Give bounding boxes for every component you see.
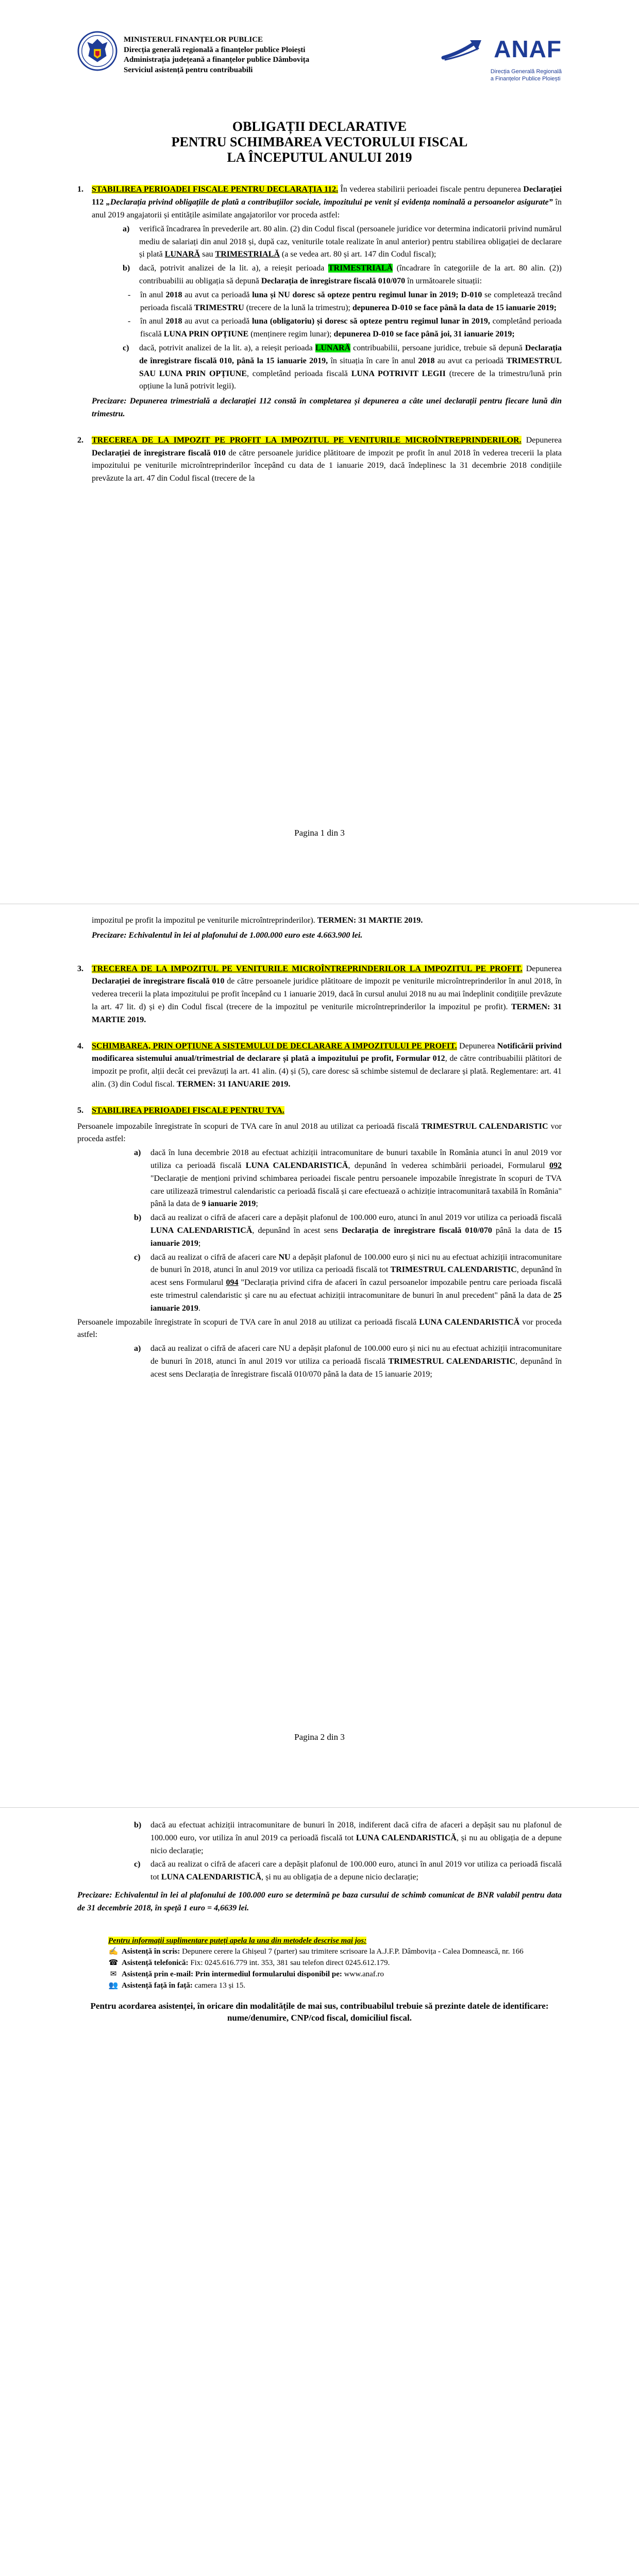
- text: ;: [198, 1239, 201, 1248]
- text: 15 ianuarie 2019: [150, 1226, 562, 1248]
- text: 25 ianuarie 2019: [150, 1291, 562, 1313]
- text: dacă, potrivit analizei de la lit. a), a reieșit perioada: [139, 344, 315, 353]
- text: camera 13 și 15.: [192, 1981, 245, 1990]
- sub-text: [150, 1212, 562, 1250]
- text: TERMEN: 31 IANUARIE 2019.: [176, 1079, 291, 1089]
- text: TRIMESTRIALĂ: [215, 250, 280, 259]
- page-1-content: [77, 31, 562, 499]
- text: dacă au realizat o cifră de afaceri care: [150, 1252, 279, 1262]
- text: au avut ca perioadă: [182, 290, 253, 299]
- contact-row-telefon: [108, 1958, 562, 1969]
- contact-text: [122, 1969, 384, 1980]
- contact-title-wrap: [108, 1936, 562, 1947]
- text: Asistență prin e-mail: Prin intermediul formularului disponibil pe:: [122, 1970, 344, 1978]
- text: Persoanele impozabile înregistrate în scopuri de TVA care în anul 2018 au utilizat ca perioadă fiscală: [77, 1122, 422, 1131]
- section-2: [77, 434, 562, 485]
- page-3-content: [77, 1818, 562, 2024]
- contact-text: [122, 1958, 390, 1969]
- anaf-block: [434, 31, 562, 83]
- section-5: [77, 1105, 562, 1117]
- text: completând perioada fiscală: [140, 317, 562, 339]
- text: dacă în luna decembrie 2018 au efectuat achiziții intracomunitare de bunuri taxabile în România atunci în anul 2019 vor utiliza ca perioadă fiscală: [150, 1148, 562, 1170]
- sub-letter: c): [123, 344, 129, 353]
- sub-item-b: [123, 262, 562, 288]
- text: depunerea D-010 se face până la data de 15 ianuarie 2019;: [352, 303, 557, 312]
- section-heading: STABILIREA PERIOADEI FISCALE PENTRU DECLARAȚIA 112.: [92, 185, 339, 194]
- text: dacă, potrivit analizei de la lit. a), a reieșit perioada: [139, 264, 328, 273]
- section-body: [92, 183, 562, 420]
- text: 9 ianuarie 2019: [201, 1199, 256, 1209]
- text: Declarației 112: [92, 185, 562, 207]
- section-number: 1.: [77, 185, 83, 194]
- text: ;: [256, 1199, 258, 1209]
- phone-icon: ☎: [108, 1959, 119, 1968]
- section-heading: SCHIMBAREA, PRIN OPȚIUNE A SISTEMULUI DE DECLARARE A IMPOZITULUI PE PROFIT.: [92, 1041, 457, 1050]
- email-icon: ✉: [110, 1970, 117, 1978]
- section-1: [77, 183, 562, 420]
- tva-intro-trimestru: [77, 1121, 562, 1146]
- text: Persoanele impozabile înregistrate în scopuri de TVA care în anul 2018 au utilizat ca perioadă fiscală: [77, 1317, 419, 1327]
- title-line: LA ÎNCEPUTUL ANULUI 2019: [227, 149, 412, 165]
- text: 094: [226, 1278, 239, 1287]
- dash-item: [128, 315, 562, 341]
- text: Asistență în scris:: [122, 1947, 180, 1956]
- text: depunerea D-010 se face până joi, 31 ianuarie 2019;: [333, 330, 515, 339]
- text: TERMEN: 31 MARTIE 2019.: [317, 916, 423, 925]
- text: dacă au efectuat achiziții intracomunitare de bunuri în 2018, indiferent dacă cifra de afaceri a depășit sau nu plafonul de 100.000 euro, vor utiliza în anul 2019 ca perioadă fiscală tot: [150, 1821, 562, 1842]
- text: (încadrare în categoriile de la art. 80 alin. (2)) contribuabilii au obligația să depună: [139, 264, 562, 286]
- text: (trecere de la lună la trimestru);: [244, 303, 352, 312]
- sub-text: [139, 342, 562, 393]
- text: , depunând în acest sens: [252, 1226, 342, 1235]
- text: Fix: 0245.616.779 int. 353, 381 sau telefon direct 0245.612.179.: [188, 1959, 390, 1968]
- anaf-arrow-logo-icon: [440, 37, 490, 62]
- text: în anul: [140, 290, 166, 299]
- text: vor proceda astfel:: [77, 1317, 562, 1340]
- section-3: [77, 963, 562, 1027]
- text: , depunând în vederea schimbării perioadei, Formularul: [348, 1161, 550, 1170]
- sub-text: [139, 262, 562, 288]
- tva-item-a2: [134, 1343, 562, 1381]
- document-title: [77, 119, 562, 165]
- section-body: [92, 434, 562, 485]
- text: 2018: [165, 317, 182, 326]
- section-4: [77, 1040, 562, 1091]
- text: 092: [549, 1161, 562, 1170]
- sub-text: [139, 223, 562, 261]
- text: TRIMESTRUL SAU LUNA PRIN OPȚIUNE: [139, 356, 562, 378]
- text: Declarația de înregistrare fiscală 010/070: [342, 1226, 492, 1235]
- tva-item-b2: [134, 1819, 562, 1857]
- dash-mark: -: [128, 317, 131, 326]
- text: Declarației de înregistrare fiscală 010: [92, 448, 226, 457]
- anaf-subtitle-line: Direcția Generală Regională: [490, 69, 562, 75]
- institution-lines: [124, 31, 309, 75]
- sub-letter: c): [134, 1860, 141, 1869]
- sub-text: [150, 1343, 562, 1381]
- text: .: [198, 1303, 200, 1313]
- text: „Declarația privind obligațiile de plată a contribuțiilor sociale, impozitului pe venit și evidența nominală a persoanelor asigurate”: [104, 198, 553, 207]
- text: , și nu au obligația de a depune nicio declarație;: [150, 1833, 562, 1855]
- institution-line: MINISTERUL FINANȚELOR PUBLICE: [124, 36, 263, 44]
- text: TERMEN: 31 MARTIE 2019.: [92, 1002, 562, 1024]
- text: TRIMESTRUL CALENDARISTIC: [421, 1122, 548, 1131]
- text: (trecere de la trimestru/lună prin opțiune la lună potrivit legii).: [139, 369, 562, 391]
- page-footer: Pagina 1 din 3: [294, 828, 345, 838]
- text: , de către contribuabilii plătitori de impozit pe profit, alții decât cei prevăzuți la art. 41 alin. (4) și (5), care doresc să schimbe sistemul de declarare și plată. Reglementare: art. 41 alin. (3) din Codul fiscal.: [92, 1054, 562, 1089]
- contact-text: [122, 1980, 245, 1992]
- text: în situația în care în anul: [328, 356, 418, 365]
- text: , completând perioada fiscală: [246, 369, 351, 378]
- ministry-block: [77, 31, 309, 75]
- title-line: PENTRU SCHIMBAREA VECTORULUI FISCAL: [171, 134, 468, 149]
- tva-item-b: [134, 1212, 562, 1250]
- text: "Declarația privind cifra de afaceri în cazul persoanelor impozabile pentru care perioada fiscală este trimestrul calendaristic și care nu au efectuat achiziții intracomunitare de bunuri în anul precedent" până la data de: [150, 1278, 562, 1300]
- institution-line: Administrația județeană a finanțelor publice Dâmbovița: [124, 56, 310, 64]
- text: Asistență telefonică:: [122, 1959, 189, 1968]
- tva-item-a: [134, 1147, 562, 1211]
- sub-text: [150, 1819, 562, 1857]
- contact-text: [122, 1946, 524, 1958]
- sub-text: [150, 1147, 562, 1211]
- title-line: OBLIGAȚII DECLARATIVE: [232, 118, 407, 134]
- text: LUNA CALENDARISTICĂ: [245, 1161, 348, 1170]
- dash-mark: -: [128, 290, 131, 299]
- page-2-content: [77, 914, 562, 1382]
- section-1-intro: [92, 183, 562, 222]
- anaf-subtitle-line: a Finanțelor Publice Ploiești: [490, 76, 561, 82]
- text: LUNARĂ: [164, 250, 200, 259]
- sub-text: [150, 1251, 562, 1315]
- identification-note: Pentru acordarea asistenței, în oricare din modalitățile de mai sus, contribuabilul trebuie să prezinte datele de identificare: nume/denumire, CNP/cod fiscal, domiciliul fiscal.: [90, 2001, 549, 2023]
- precizare-note: Precizare: Depunerea trimestrială a declarației 112 constă în completarea și depunerea a câte unei declarații pentru fiecare lună din trimestru.: [92, 397, 562, 419]
- text: se completează trecând perioada fiscală: [140, 290, 562, 312]
- contact-title: Pentru informații suplimentare puteți apela la una din metodele descrise mai jos:: [108, 1936, 367, 1945]
- section-number: 5.: [77, 1106, 83, 1115]
- text: luna și NU doresc să opteze pentru regimul lunar în 2019; D-010: [252, 290, 482, 299]
- text: Declarația de înregistrare fiscală 010, până la 15 ianuarie 2019,: [139, 344, 562, 365]
- text: dacă au realizat o cifră de afaceri care a depășit plafonul de 100.000 euro, atunci în anul 2019 vor utiliza ca perioadă fiscală: [150, 1213, 562, 1223]
- text: de către persoanele juridice plătitoare de impozit pe veniturile microîntreprinderilor în anul 2018, în vederea trecerii la plata impozitului pe profit începând cu 1 ianuarie 2019, dacă în cursul anului 2018 nu au mai îndeplinit condițiile prevăzute la art. 47 lit. d) și e) din Codul fiscal (trecere de la impozitul pe veniturile microîntreprinderilor la impozitul pe profit).: [92, 977, 562, 1011]
- text: LUNA CALENDARISTICĂ: [161, 1873, 262, 1882]
- text: , depunând în acest sens Formularul: [150, 1265, 562, 1287]
- text: [92, 914, 562, 927]
- text: LUNA CALENDARISTICĂ: [150, 1226, 253, 1235]
- text: Asistență față în față:: [122, 1981, 193, 1990]
- text: Declarației de înregistrare fiscală 010: [92, 977, 225, 986]
- section-heading: STABILIREA PERIOADEI FISCALE PENTRU TVA.: [92, 1106, 284, 1115]
- text: în anul: [140, 317, 166, 326]
- section-number: 2.: [77, 435, 83, 445]
- tva-intro-luna: [77, 1316, 562, 1342]
- text: LUNARĂ: [315, 344, 351, 353]
- text: impozitul pe profit la impozitul pe veniturile microîntreprinderilor).: [92, 916, 317, 925]
- sub-letter: a): [123, 224, 130, 233]
- text: a depășit plafonul de 100.000 euro și nici nu au efectuat achiziții intracomunitare de bunuri în 2018, atunci în anul 2019 vor utiliza ca perioadă fiscală tot: [150, 1252, 562, 1275]
- section-2-continued: [92, 914, 562, 942]
- text: TRIMESTRU: [194, 303, 244, 312]
- text: contribuabilii, persoane juridice, trebuie să depună: [350, 344, 525, 353]
- page-1: [0, 0, 639, 904]
- sub-text: [150, 1858, 562, 1884]
- anaf-logo: [434, 31, 562, 67]
- text: , și nu au obligația de a depune nicio declarație;: [261, 1873, 418, 1882]
- text: până la data de: [492, 1226, 554, 1235]
- text: 2018: [165, 290, 182, 299]
- text: "Declarație de menționi privind schimbarea perioadei fiscale pentru persoanele impozabile înregistrate în scopuri de TVA care utilizează trimestrul calendaristic ca perioadă fiscală și care efectuează o achiziție intracomunitară taxabilă în România" până la data de: [150, 1174, 562, 1209]
- text: Depunerea: [522, 964, 562, 973]
- text: (a se vedea art. 80 și art. 147 din Codul fiscal);: [279, 250, 436, 259]
- section-number: 4.: [77, 1041, 83, 1050]
- text: 2018: [418, 356, 435, 365]
- section-body: [92, 963, 562, 1027]
- text: LUNA CALENDARISTICĂ: [356, 1833, 457, 1842]
- text: de către persoanele juridice plătitoare de impozit pe profit în anul 2018 în vederea trecerii la plata impozitului pe veniturile microîntreprinderilor începând cu data de 1 ianuarie 2019, dacă îndeplinesc la 31 decembrie 2018 condițiile prevăzute la art. 47 din Codul fiscal (trecere de la: [92, 448, 562, 483]
- text: NU: [278, 1252, 291, 1262]
- contact-box: [108, 1936, 562, 1992]
- text: LUNA POTRIVIT LEGII: [351, 369, 446, 378]
- text: verifică încadrarea în prevederile art. 80 alin. (2) din Codul fiscal (persoanele juridice vor determina indicatorii privind numărul mediu de salariați din anul 2018 și, după caz, veniturile totale realizate în anul anterior) pentru stabilirea obligației de declarare și plată: [139, 224, 562, 259]
- sub-letter: a): [134, 1344, 141, 1353]
- institution-line: Serviciul asistență pentru contribuabili: [124, 65, 253, 74]
- text: (menținere regim lunar);: [248, 330, 334, 339]
- contact-row-scris: [108, 1946, 562, 1958]
- sub-letter: b): [123, 264, 130, 273]
- pen-icon: ✍: [108, 1947, 119, 1956]
- text: TRIMESTRUL CALENDARISTIC: [388, 1357, 516, 1366]
- tva-item-c2: [134, 1858, 562, 1884]
- page-2: [0, 904, 639, 1807]
- section-body: [92, 1105, 562, 1117]
- text: luna (obligatoriu) și doresc să opteze pentru regimul lunar în 2019,: [251, 317, 490, 326]
- anaf-subtitle: [491, 69, 562, 83]
- sub-letter: a): [134, 1148, 141, 1158]
- page-footer: Pagina 2 din 3: [294, 1732, 345, 1742]
- romanian-coat-of-arms-icon: [77, 31, 117, 71]
- text: Depunere cerere la Ghișeul 7 (parter) sau trimitere scrisoare la A.J.F.P. Dâmbovița - Calea Domnească, nr. 166: [180, 1947, 524, 1956]
- precizare-note: Precizare: Echivalentul în lei al plafonului de 100.000 euro se determină pe baza cursului de schimb comunicat de BNR valabil pentru data de 31 decembrie 2018, în speță 1 euro = 4,6639 lei.: [77, 1890, 562, 1912]
- tva-item-c: [134, 1251, 562, 1315]
- anaf-website-link[interactable]: www.anaf.ro: [344, 1970, 384, 1978]
- text: Depunerea: [457, 1041, 497, 1050]
- sub-item-c: [123, 342, 562, 393]
- text: vor proceda astfel:: [77, 1122, 562, 1144]
- text: LUNA PRIN OPȚIUNE: [163, 330, 249, 339]
- institution-line: Direcția generală regională a finanțelor publice Ploiești: [124, 45, 306, 54]
- text: în următoarele situații:: [405, 277, 482, 286]
- sub-letter: b): [134, 1821, 142, 1829]
- text: sau: [200, 250, 215, 259]
- sub-letter: c): [134, 1252, 141, 1262]
- text: Declarația de înregistrare fiscală 010/070: [261, 277, 406, 286]
- section-body: [92, 1040, 562, 1091]
- contact-row-email: [108, 1969, 562, 1980]
- sub-letter: b): [134, 1213, 142, 1223]
- text: Notificării privind modificarea sistemului anual/trimestrial de declarare și plată a impozitului pe profit, Formular 012: [92, 1041, 562, 1063]
- text: dacă au realizat o cifră de afaceri care NU a depășit plafonul de 100.000 euro și nici nu au efectuat achiziții intracomunitare de bunuri în 2018, atunci în anul 2019 vor utiliza ca perioadă fiscală: [150, 1344, 562, 1366]
- anaf-wordmark: ANAF: [494, 36, 562, 62]
- people-icon: 👥: [108, 1981, 119, 1990]
- section-heading: TRECEREA DE LA IMPOZIT PE PROFIT LA IMPOZITUL PE VENITURILE MICROÎNTREPRINDERILOR.: [92, 435, 522, 445]
- text: LUNA CALENDARISTICĂ: [419, 1317, 520, 1327]
- sub-item-a: [123, 223, 562, 261]
- section-number: 3.: [77, 964, 83, 973]
- page-3: [0, 1807, 639, 2576]
- precizare-note: Precizare: Echivalentul în lei al plafonului de 1.000.000 euro este 4.663.900 lei.: [92, 930, 363, 940]
- text: în anul 2019 angajatorii și entitățile asimilate angajatorilor vor proceda astfel:: [92, 198, 562, 220]
- text: dacă au realizat o cifră de afaceri care a depășit plafonul de 100.000 euro, atunci în anul 2019 vor utiliza ca perioadă fiscală tot: [150, 1860, 562, 1882]
- letterhead: [77, 31, 562, 83]
- contact-row-fata: [108, 1980, 562, 1992]
- dash-item: [128, 289, 562, 315]
- dash-text: [140, 289, 562, 315]
- text: , depunând în acest sens Declarația de înregistrare fiscală 010/070 până la data de 15 ianuarie 2019;: [150, 1357, 562, 1379]
- text: Depunerea: [521, 435, 562, 445]
- text: au avut ca perioadă: [434, 356, 507, 365]
- spacer: [77, 942, 562, 963]
- text: TRIMESTRIALĂ: [328, 264, 393, 273]
- text: În vederea stabilirii perioadei fiscale pentru depunerea: [338, 185, 524, 194]
- section-heading: TRECEREA DE LA IMPOZITUL PE VENITURILE MICROÎNTREPRINDERILOR LA IMPOZITUL PE PROFIT.: [92, 964, 523, 973]
- dash-text: [140, 315, 562, 341]
- text: TRIMESTRUL CALENDARISTIC: [390, 1265, 517, 1275]
- text: au avut ca perioadă: [182, 317, 252, 326]
